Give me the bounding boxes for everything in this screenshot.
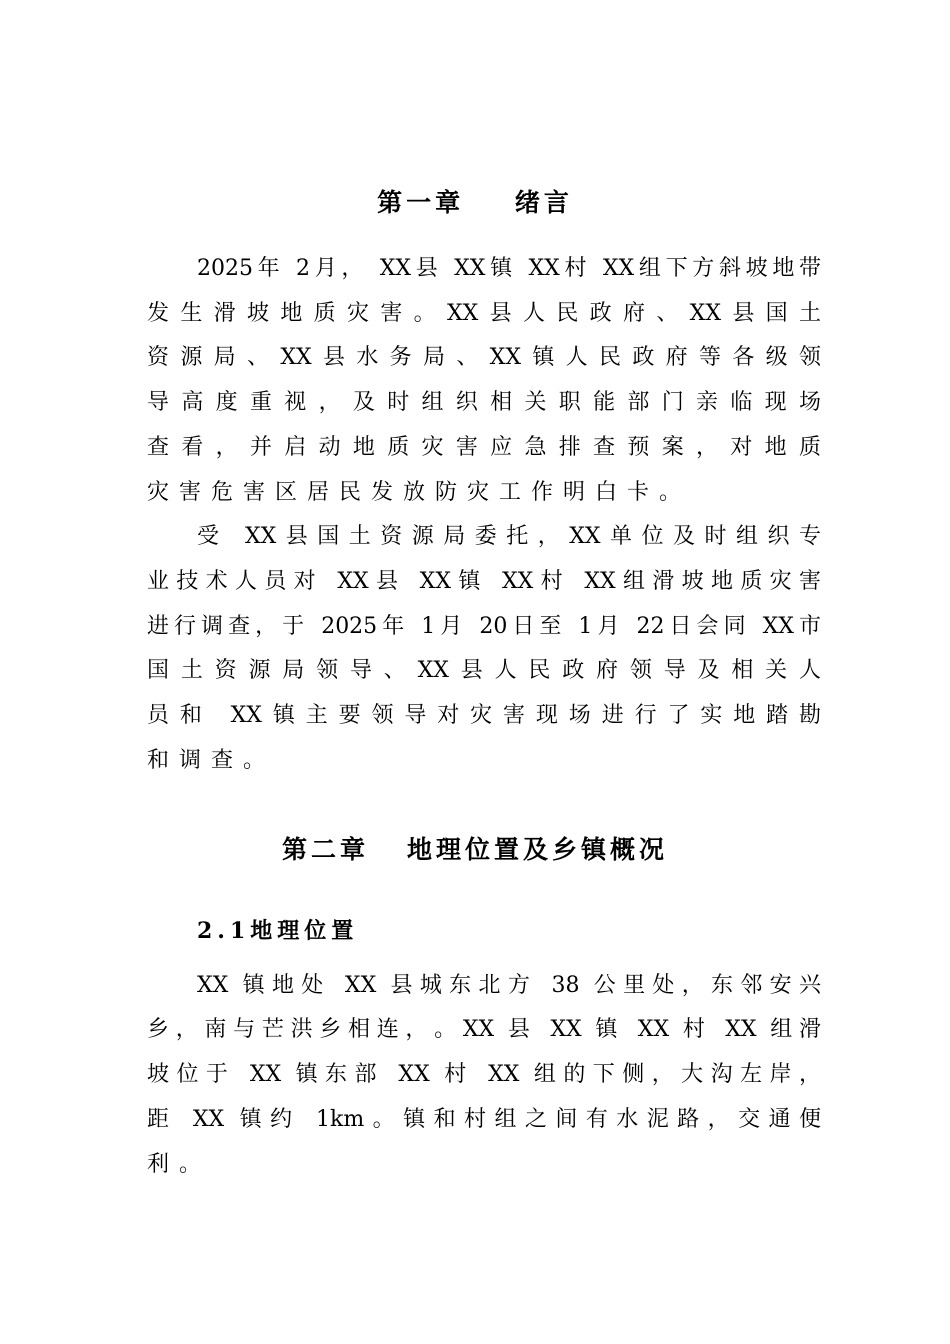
chapter-1-title: 第一章 绪言 <box>377 188 573 217</box>
text-line: 坡​位​于​ ​X​X​ ​镇​东​部​ ​X​X​ ​村​ ​X​X​ ​组​的​下​侧​，​大​沟​左​岸​， <box>147 1062 821 1087</box>
text-line: 查​看​，​并​启​动​地​质​灾​害​应​急​排​查​预​案​，​对​地​质 <box>147 435 821 460</box>
text-line: 2​0​2​5​年​ ​2​月​，​ ​X​X​县​ ​X​X​镇​ ​X​X​村​ ​X​X​组​下​方​斜​坡​地​带 <box>197 256 821 281</box>
text-line: 进​行​调​查​，​于​ ​2​0​2​5​年​ ​1​月​ ​2​0​日​至​ ​1​月​ ​2​2​日​会​同​ ​X​X​市 <box>147 614 821 639</box>
text-line: 乡​，​南​与​芒​洪​乡​相​连​，​。​X​X​ ​县​ ​X​X​ ​镇​ ​X​X​ ​村​ ​X​X​ ​组​滑 <box>147 1017 821 1042</box>
text-line: 灾害危害区居民发放防灾工作明白卡。 <box>147 480 692 505</box>
text-line: 员​和​ ​X​X​镇​主​要​领​导​对​灾​害​现​场​进​行​了​实​地​踏​勘 <box>147 703 821 728</box>
section-title: 2.1地理位置 <box>197 918 359 944</box>
text-line: X​X​ ​镇​地​处​ ​X​X​ ​县​城​东​北​方​ ​3​8​ ​公​里​处​，​东​邻​安​兴 <box>197 973 821 998</box>
text-line: 发​生​滑​坡​地​质​灾​害​。​X​X​县​人​民​政​府​、​X​X​县​国​土 <box>147 301 821 326</box>
text-line: 和调查。 <box>147 748 276 773</box>
text-line: 资​源​局​、​X​X​县​水​务​局​、​X​X​镇​人​民​政​府​等​各​级​领 <box>147 345 821 370</box>
text-line: 利。 <box>147 1152 212 1177</box>
text-line: 受​ ​X​X​县​国​土​资​源​局​委​托​，​X​X​单​位​及​时​组​织​专 <box>197 524 821 549</box>
text-line: 导​高​度​重​视​，​及​时​组​织​相​关​职​能​部​门​亲​临​现​场 <box>147 390 821 415</box>
text-line: 距​ ​X​X​ ​镇​约​ ​1​k​m​。​镇​和​村​组​之​间​有​水​泥​路​，​交​通​便 <box>147 1107 821 1132</box>
text-line: 业​技​术​人​员​对​ ​X​X​县​ ​X​X​镇​ ​X​X​村​ ​X​X​组​滑​坡​地​质​灾​害 <box>147 569 821 594</box>
text-line: 国​土​资​源​局​领​导​、​X​X​县​人​民​政​府​领​导​及​相​关​人 <box>147 658 821 683</box>
chapter-2-title: 第二章 地理位置及乡镇概况 <box>281 835 669 864</box>
